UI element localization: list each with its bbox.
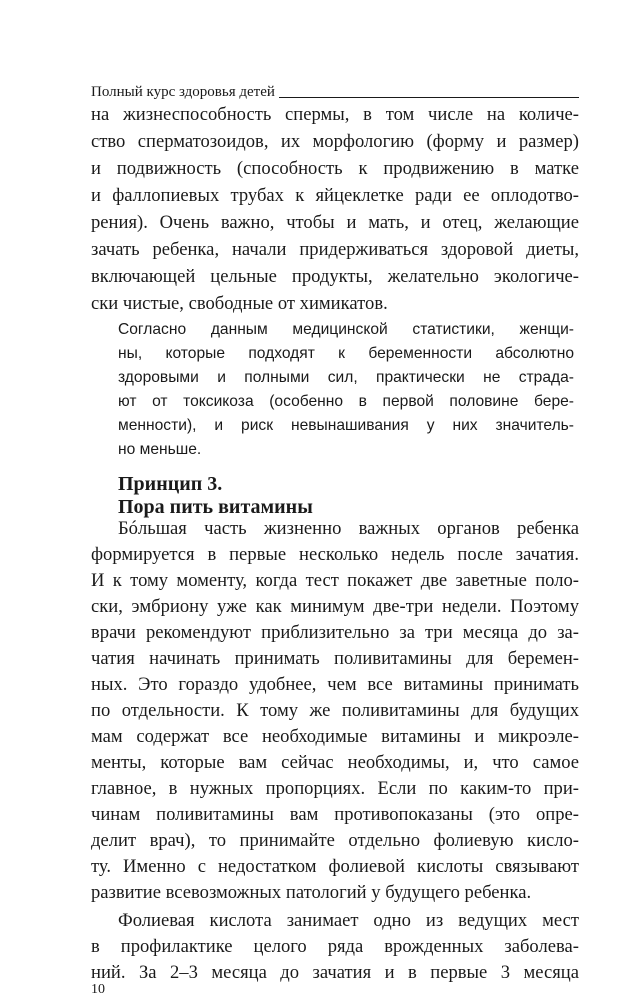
text-line: чатия начинать принимать поливитамины для беремен- xyxy=(91,648,579,669)
text-line: рения). Очень важно, чтобы и мать, и отец, желающие xyxy=(91,212,579,233)
text-line: ство сперматозоидов, их морфологию (форму и размер) xyxy=(91,131,579,152)
text-line: чинам поливитамины вам противопоказаны (это опре- xyxy=(91,804,579,825)
text-line: и фаллопиевых трубах к яйцеклетке ради ее оплодотво- xyxy=(91,185,579,206)
running-head-rule xyxy=(279,97,579,98)
note-line: ют от токсикоза (особенно в первой половине бере- xyxy=(118,393,574,410)
text-line: ных. Это гораздо удобнее, чем все витамины принимать xyxy=(91,674,579,695)
text-line: И к тому моменту, когда тест покажет две заветные поло- xyxy=(91,570,579,591)
running-head xyxy=(91,78,579,100)
note-line: ны, которые подходят к беременности абсолютно xyxy=(118,345,574,362)
text-line: врачи рекомендуют приблизительно за три месяца до за- xyxy=(91,622,579,643)
text-line: на жизнеспособность спермы, в том числе на количе- xyxy=(91,104,579,125)
text-line: и подвижность (способность к продвижению в матке xyxy=(91,158,579,179)
text-line: включающей цельные продукты, желательно экологиче- xyxy=(91,266,579,287)
text-line: развитие всевозможных патологий у будущего ребенка. xyxy=(91,882,532,903)
page-number: 10 xyxy=(91,982,105,997)
note-line: менности), и риск невынашивания у них значитель- xyxy=(118,417,574,434)
heading-line-1: Принцип 3. xyxy=(118,473,223,495)
heading-line-2: Пора пить витамины xyxy=(118,496,313,518)
text-line: делит врач), то принимайте отдельно фолиевую кисло- xyxy=(91,830,579,851)
text-line: ний. За 2–3 месяца до зачатия и в первые 3 месяца xyxy=(91,962,579,983)
text-line: Фолиевая кислота занимает одно из ведущих мест xyxy=(118,910,579,931)
text-line: Бóльшая часть жизненно важных органов ребенка xyxy=(118,518,579,539)
text-line: зачать ребенка, начали придерживаться здоровой диеты, xyxy=(91,239,579,260)
text-line: формируется в первые несколько недель после зачатия. xyxy=(91,544,579,565)
text-line: менты, которые вам сейчас необходимы, и, что самое xyxy=(91,752,579,773)
note-line: но меньше. xyxy=(118,441,202,458)
text-line: в профилактике целого ряда врожденных заболева- xyxy=(91,936,579,957)
note-line: здоровыми и полными сил, практически не страда- xyxy=(118,369,574,386)
text-line: ски чистые, свободные от химикатов. xyxy=(91,293,388,314)
text-line: ски, эмбриону уже как минимум две-три недели. Поэтому xyxy=(91,596,579,617)
text-line: мам содержат все необходимые витамины и микроэле- xyxy=(91,726,579,747)
note-line: Согласно данным медицинской статистики, женщи- xyxy=(118,321,574,338)
text-line: по отдельности. К тому же поливитамины для будущих xyxy=(91,700,579,721)
text-line: ту. Именно с недостатком фолиевой кислоты связывают xyxy=(91,856,579,877)
running-head-title: Полный курс здоровья детей xyxy=(91,84,275,100)
text-line: главное, в нужных пропорциях. Если по каким-то при- xyxy=(91,778,579,799)
